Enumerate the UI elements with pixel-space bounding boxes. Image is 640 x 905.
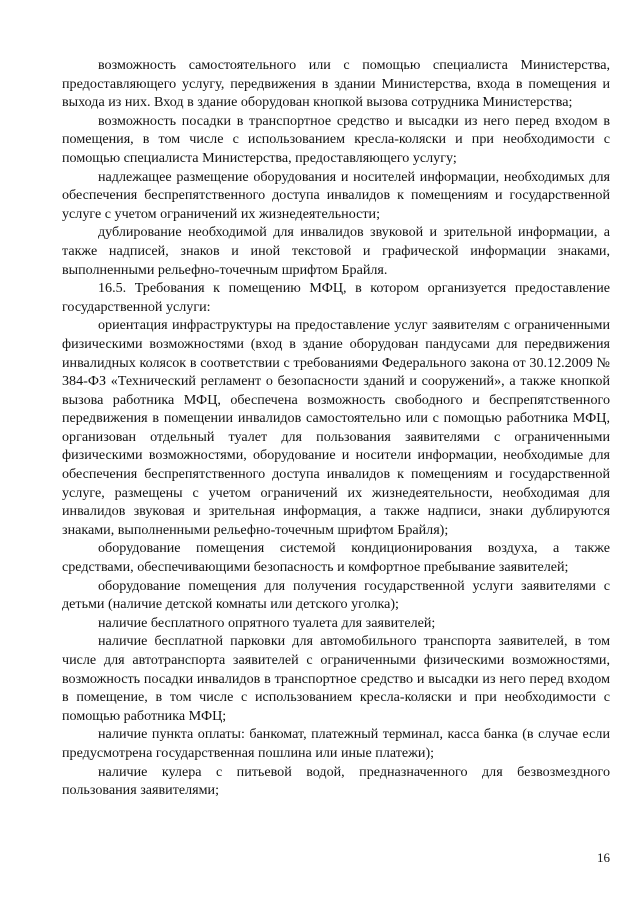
section-heading: 16.5. Требования к помещению МФЦ, в котором организуется предоставление государственной услуги: (62, 280, 610, 315)
paragraph: оборудование помещения системой кондиционирования воздуха, а также средствами, обеспечивающими безопасность и комфортное пребывание заявителей; (62, 540, 610, 576)
paragraph: возможность самостоятельного или с помощью специалиста Министерства, предоставляющего услугу, передвижения в здании Министерства, входа в помещения и выхода из них. Вход в здание оборудован кнопкой вызова сотрудника Министерства; (62, 57, 610, 111)
paragraph: наличие пункта оплаты: банкомат, платежный терминал, касса банка (в случае если предусмотрена государственная пошлина или иные платежи); (62, 726, 610, 761)
paragraph: оборудование помещения для получения государственной услуги заявителями с детьми (наличие детской комнаты или детского уголка); (62, 577, 610, 613)
paragraph: возможность посадки в транспортное средство и высадки из него перед входом в помещения, в том числе с использованием кресла-коляски и при необходимости с помощью специалиста Министерства, предоставляющего услугу; (62, 112, 610, 166)
body-text (62, 56, 610, 800)
paragraph: дублирование необходимой для инвалидов звуковой и зрительной информации, а также надписей, знаков и иной текстовой и графической информации знаками, выполненными рельефно-точечным шрифтом Брайля. (62, 224, 610, 278)
paragraph: наличие кулера с питьевой водой, предназначенного для безвозмездного пользования заявителями; (62, 763, 610, 799)
paragraph: наличие бесплатной парковки для автомобильного транспорта заявителей, в том числе для автотранспорта заявителей с ограниченными физическими возможностями, возможность посадки инвалидов в транспортное средство и высадки из него перед входом в помещение, в том числе с использованием кресла-коляски и при необходимости с помощью работника МФЦ; (62, 633, 610, 724)
paragraph: наличие бесплатного опрятного туалета для заявителей; (98, 614, 436, 631)
page-number: 16 (597, 850, 610, 865)
paragraph: надлежащее размещение оборудования и носителей информации, необходимых для обеспечения беспрепятственного доступа инвалидов к помещениям и государственной услуге с учетом ограничений их жизнедеятельности; (62, 168, 610, 222)
paragraph: ориентация инфраструктуры на предоставление услуг заявителям с ограниченными физическими возможностями (вход в здание оборудован пандусами для передвижения инвалидных колясок в соответствии с требованиями Федерального закона от 30.12.2009 № 384-ФЗ «Технический регламент о безопасности зданий и сооружений», а также кнопкой вызова работника МФЦ, обеспечена возможность свободного и беспрепятственного передвижения в помещении инвалидов самостоятельно или с помощью работника МФЦ, организован отдельный туалет для пользования заявителями с ограниченными физическими возможностями, оборудование и носители информации, необходимые для обеспечения беспрепятственного доступа инвалидов к помещениям и государственной услуге, размещены с учетом ограничений их жизнедеятельности, необходимая для инвалидов звуковая и зрительная информация, а также надписи, знаки дублируются знаками, выполненными рельефно-точечным шрифтом Брайля); (62, 317, 610, 538)
